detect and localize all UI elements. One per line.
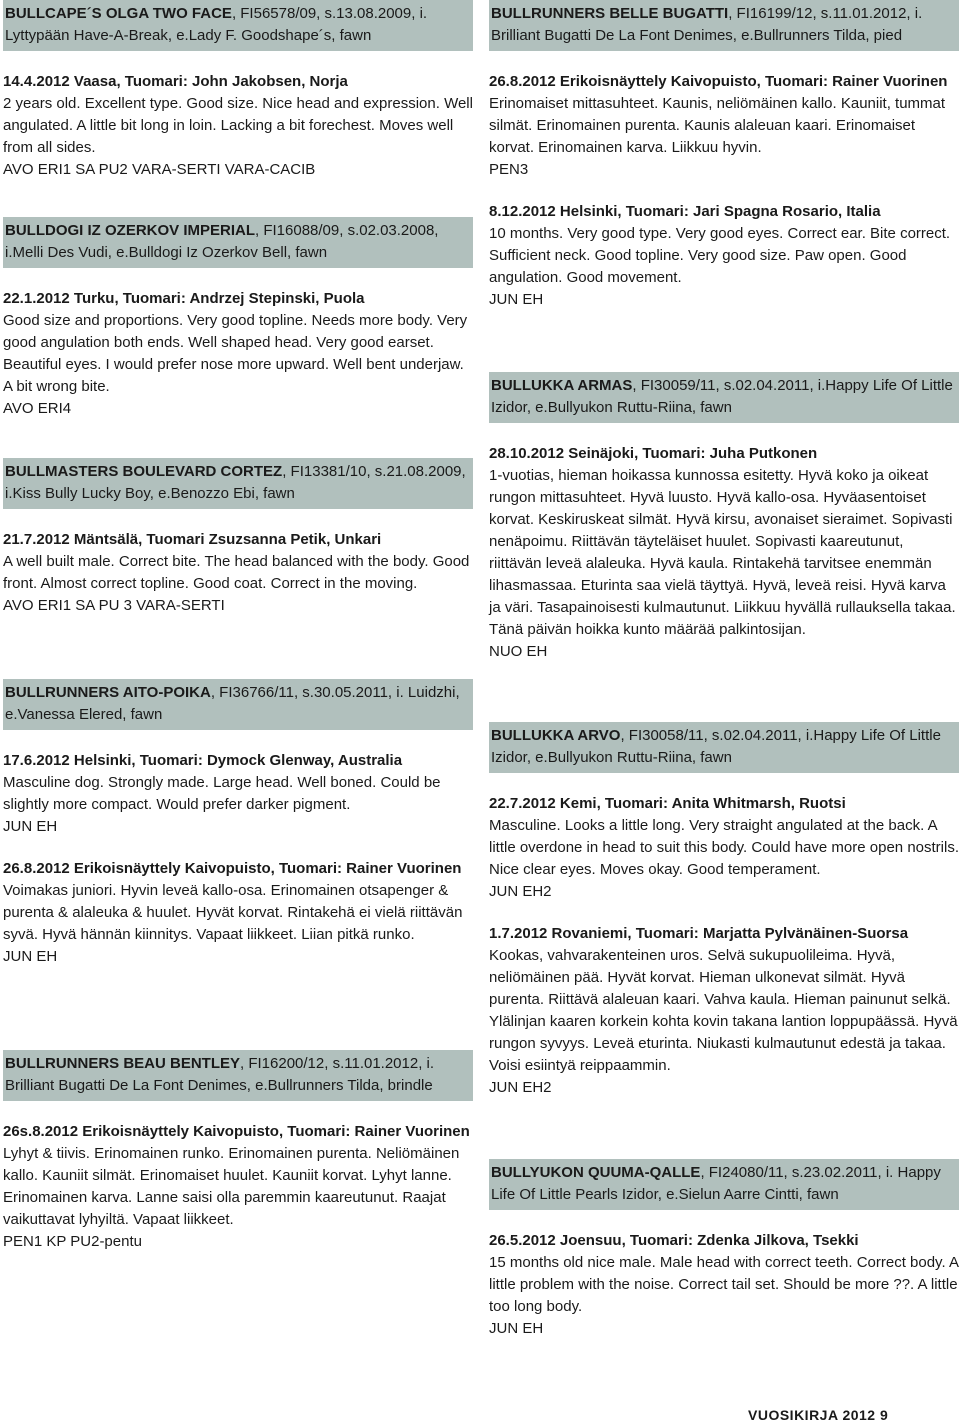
dog-entry bbox=[3, 0, 473, 181]
judge-critique: Good size and proportions. Very good topline. Needs more body. Very good angulation both ends. Well shaped head. Very good earset. Beautiful eyes. I would prefer nose more upward. Well bent underjaw. A bit wrong bite. bbox=[3, 312, 468, 395]
dog-name: BULLDOGI IZ OZERKOV IMPERIAL bbox=[5, 222, 255, 239]
dog-header bbox=[489, 0, 959, 51]
judge-critique: Voimakas juniori. Hyvin leveä kallo-osa. Erinomainen otsapenger & purenta & alaleuka & huulet. Hyvät korvat. Rintakehä ei vielä riittävän syvä. Hyvä hännän kiinnitys. Vapaat liikkeet. Liian pitkä runko. bbox=[3, 882, 463, 943]
dog-header bbox=[3, 679, 473, 730]
show-award: JUN EH bbox=[3, 948, 58, 965]
show-result bbox=[489, 923, 959, 1099]
show-award: JUN EH2 bbox=[489, 883, 552, 900]
show-award: NUO EH bbox=[489, 643, 548, 660]
show-result bbox=[489, 71, 959, 181]
dog-name: BULLYUKON QUUMA-QALLE bbox=[491, 1164, 701, 1181]
dog-entry bbox=[3, 458, 473, 617]
dog-details: , FI30059/11, s.02.04.2011, i.Happy Life Of Little Izidor, e.Bullyukon Ruttu-Riina, fawn bbox=[491, 377, 953, 416]
dog-details: , FI16200/12, s.11.01.2012, i. Brilliant Bugatti De La Font Denimes, e.Bullrunners Tilda, brindle bbox=[5, 1055, 435, 1094]
show-title: 14.4.2012 Vaasa, Tuomari: John Jakobsen, Norja bbox=[3, 73, 348, 90]
dog-details: , FI16199/12, s.11.01.2012, i. Brilliant Bugatti De La Font Denimes, e.Bullrunners Tilda, pied bbox=[491, 5, 923, 44]
dog-entry bbox=[489, 1159, 959, 1340]
show-title: 21.7.2012 Mäntsälä, Tuomari Zsuzsanna Petik, Unkari bbox=[3, 531, 382, 548]
show-award: PEN3 bbox=[489, 161, 529, 178]
show-title: 28.10.2012 Seinäjoki, Tuomari: Juha Putkonen bbox=[489, 445, 818, 462]
show-title: 17.6.2012 Helsinki, Tuomari: Dymock Glenway, Australia bbox=[3, 752, 403, 769]
dog-header bbox=[3, 0, 473, 51]
dog-name: BULLRUNNERS AITO-POIKA bbox=[5, 684, 211, 701]
dog-name: BULLUKKA ARMAS bbox=[491, 377, 633, 394]
show-title: 1.7.2012 Rovaniemi, Tuomari: Marjatta Pylvänäinen-Suorsa bbox=[489, 925, 909, 942]
show-award: AVO ERI1 SA PU2 VARA-SERTI VARA-CACIB bbox=[3, 161, 316, 178]
show-result bbox=[489, 1230, 959, 1340]
dog-entry bbox=[3, 217, 473, 420]
show-title: 8.12.2012 Helsinki, Tuomari: Jari Spagna Rosario, Italia bbox=[489, 203, 881, 220]
dog-details: , FI24080/11, s.23.02.2011, i. Happy Life Of Little Pearls Izidor, e.Sielun Aarre Cintti, fawn bbox=[491, 1164, 941, 1203]
dog-header bbox=[3, 1050, 473, 1101]
dog-name: BULLUKKA ARVO bbox=[491, 727, 621, 744]
dog-details: , FI13381/10, s.21.08.2009, i.Kiss Bully Lucky Boy, e.Benozzo Ebi, fawn bbox=[5, 463, 466, 502]
judge-critique: 10 months. Very good type. Very good eyes. Correct ear. Bite correct. Sufficient neck. Good topline. Very good size. Paw open. Good angulation. Good movement. bbox=[489, 225, 951, 286]
dog-name: BULLCAPE´S OLGA TWO FACE bbox=[5, 5, 232, 22]
show-award: JUN EH2 bbox=[489, 1079, 552, 1096]
show-award: AVO ERI1 SA PU 3 VARA-SERTI bbox=[3, 597, 225, 614]
show-title: 22.1.2012 Turku, Tuomari: Andrzej Stepinski, Puola bbox=[3, 290, 365, 307]
judge-critique: Kookas, vahvarakenteinen uros. Selvä sukupuolileima. Hyvä, neliömäinen pää. Hyvät korvat. Hieman ulkonevat silmät. Hyvä purenta. Riittävä alaleuan kaari. Vahva kaula. Hieman painunut selkä. Ylälinjan kaaren korkein kohta kovin takana lantion loppupäässä. Hyvä rungon syvyys. Leveä eturinta. Niukasti kulmautunut edestä ja takaa. Voisi esiintyä reippaammin. bbox=[489, 947, 958, 1074]
show-title: 26.8.2012 Erikoisnäyttely Kaivopuisto, Tuomari: Rainer Vuorinen bbox=[3, 860, 462, 877]
judge-critique: Erinomaiset mittasuhteet. Kaunis, neliömäinen kallo. Kauniit, tummat silmät. Erinomainen purenta. Kaunis alaleuan kaari. Erinomaiset korvat. Erinomainen karva. Liikkuu hyvin. bbox=[489, 95, 946, 156]
judge-critique: Masculine dog. Strongly made. Large head. Well boned. Could be slightly more compact. Would prefer darker pigment. bbox=[3, 774, 441, 813]
dog-details: , FI56578/09, s.13.08.2009, i. Lyttypään Have-A-Break, e.Lady F. Goodshape´s, fawn bbox=[5, 5, 428, 44]
show-result bbox=[3, 1121, 473, 1253]
show-result bbox=[489, 443, 959, 663]
show-result bbox=[3, 288, 473, 420]
dog-details: , FI16088/09, s.02.03.2008, i.Melli Des Vudi, e.Bulldogi Iz Ozerkov Bell, fawn bbox=[5, 222, 439, 261]
show-title: 26.8.2012 Erikoisnäyttely Kaivopuisto, Tuomari: Rainer Vuorinen bbox=[489, 73, 948, 90]
show-result bbox=[3, 750, 473, 838]
dog-name: BULLRUNNERS BELLE BUGATTI bbox=[491, 5, 729, 22]
judge-critique: A well built male. Correct bite. The head balanced with the body. Good front. Almost correct topline. Good coat. Correct in the moving. bbox=[3, 553, 470, 592]
dog-header bbox=[3, 458, 473, 509]
show-result bbox=[3, 71, 473, 181]
dog-details: , FI36766/11, s.30.05.2011, i. Luidzhi, e.Vanessa Elered, fawn bbox=[5, 684, 460, 723]
dog-header bbox=[489, 372, 959, 423]
show-title: 26.5.2012 Joensuu, Tuomari: Zdenka Jilkova, Tsekki bbox=[489, 1232, 859, 1249]
page-footer: VUOSIKIRJA 2012 9 bbox=[748, 1407, 889, 1423]
judge-critique: Lyhyt & tiivis. Erinomainen runko. Erinomainen purenta. Neliömäinen kallo. Kauniit silmät. Erinomaiset huulet. Kauniit korvat. Lyhyt lanne. Erinomainen karva. Lanne saisi olla paremmin kaareutunut. Raajat vaikuttavat lyhyiltä. Vapaat liikkeet. bbox=[3, 1145, 460, 1228]
show-result bbox=[489, 201, 959, 311]
show-title: 26s.8.2012 Erikoisnäyttely Kaivopuisto, Tuomari: Rainer Vuorinen bbox=[3, 1123, 470, 1140]
dog-entry bbox=[489, 722, 959, 1099]
dog-entry bbox=[489, 372, 959, 663]
judge-critique: 15 months old nice male. Male head with correct teeth. Correct body. A little problem with the noise. Correct tail set. Should be more ??. A little too long body. bbox=[489, 1254, 959, 1315]
show-result bbox=[489, 793, 959, 903]
dog-header bbox=[489, 722, 959, 773]
dog-name: BULLMASTERS BOULEVARD CORTEZ bbox=[5, 463, 283, 480]
show-award: JUN EH bbox=[3, 818, 58, 835]
judge-critique: 2 years old. Excellent type. Good size. Nice head and expression. Well angulated. A little bit long in loin. Lacking a bit forechest. Moves well from all sides. bbox=[3, 95, 473, 156]
show-result bbox=[3, 858, 473, 968]
show-title: 22.7.2012 Kemi, Tuomari: Anita Whitmarsh, Ruotsi bbox=[489, 795, 846, 812]
dog-header bbox=[3, 217, 473, 268]
show-award: AVO ERI4 bbox=[3, 400, 72, 417]
judge-critique: Masculine. Looks a little long. Very straight angulated at the back. A little overdone in head to suit this body. Could have more open nostrils. Nice clear eyes. Moves okay. Good temperament. bbox=[489, 817, 959, 878]
show-award: PEN1 KP PU2-pentu bbox=[3, 1233, 142, 1250]
dog-name: BULLRUNNERS BEAU BENTLEY bbox=[5, 1055, 241, 1072]
dog-entry bbox=[3, 679, 473, 968]
judge-critique: 1-vuotias, hieman hoikassa kunnossa esitetty. Hyvä koko ja oikeat rungon mittasuhteet. Hyvä luusto. Hyvä kallo-osa. Hyväasentoiset korvat. Keskiruskeat silmät. Hyvä kirsu, avonaiset sieraimet. Sopivasti nenäpoimu. Riittävän täyteläiset huulet. Sopivasti kaareutunut, riittävän leveä alaleuka. Hyvä kaula. Rintakehä tarvitsee enemmän lihasmassaa. Eturinta saa vielä täyttyä. Hyvä, leveä reisi. Hyvä karva ja väri. Tasapainoisesti kulmautunut. Liikkuu hyvällä rullauksella takaa. Tänä päivän hoikka kunto määrää palkintosijan. bbox=[489, 467, 956, 638]
dog-entry bbox=[3, 1050, 473, 1253]
show-award: JUN EH bbox=[489, 291, 544, 308]
dog-details: , FI30058/11, s.02.04.2011, i.Happy Life Of Little Izidor, e.Bullyukon Ruttu-Riina, fawn bbox=[491, 727, 941, 766]
show-result bbox=[3, 529, 473, 617]
dog-header bbox=[489, 1159, 959, 1210]
show-award: JUN EH bbox=[489, 1320, 544, 1337]
dog-entry bbox=[489, 0, 959, 311]
